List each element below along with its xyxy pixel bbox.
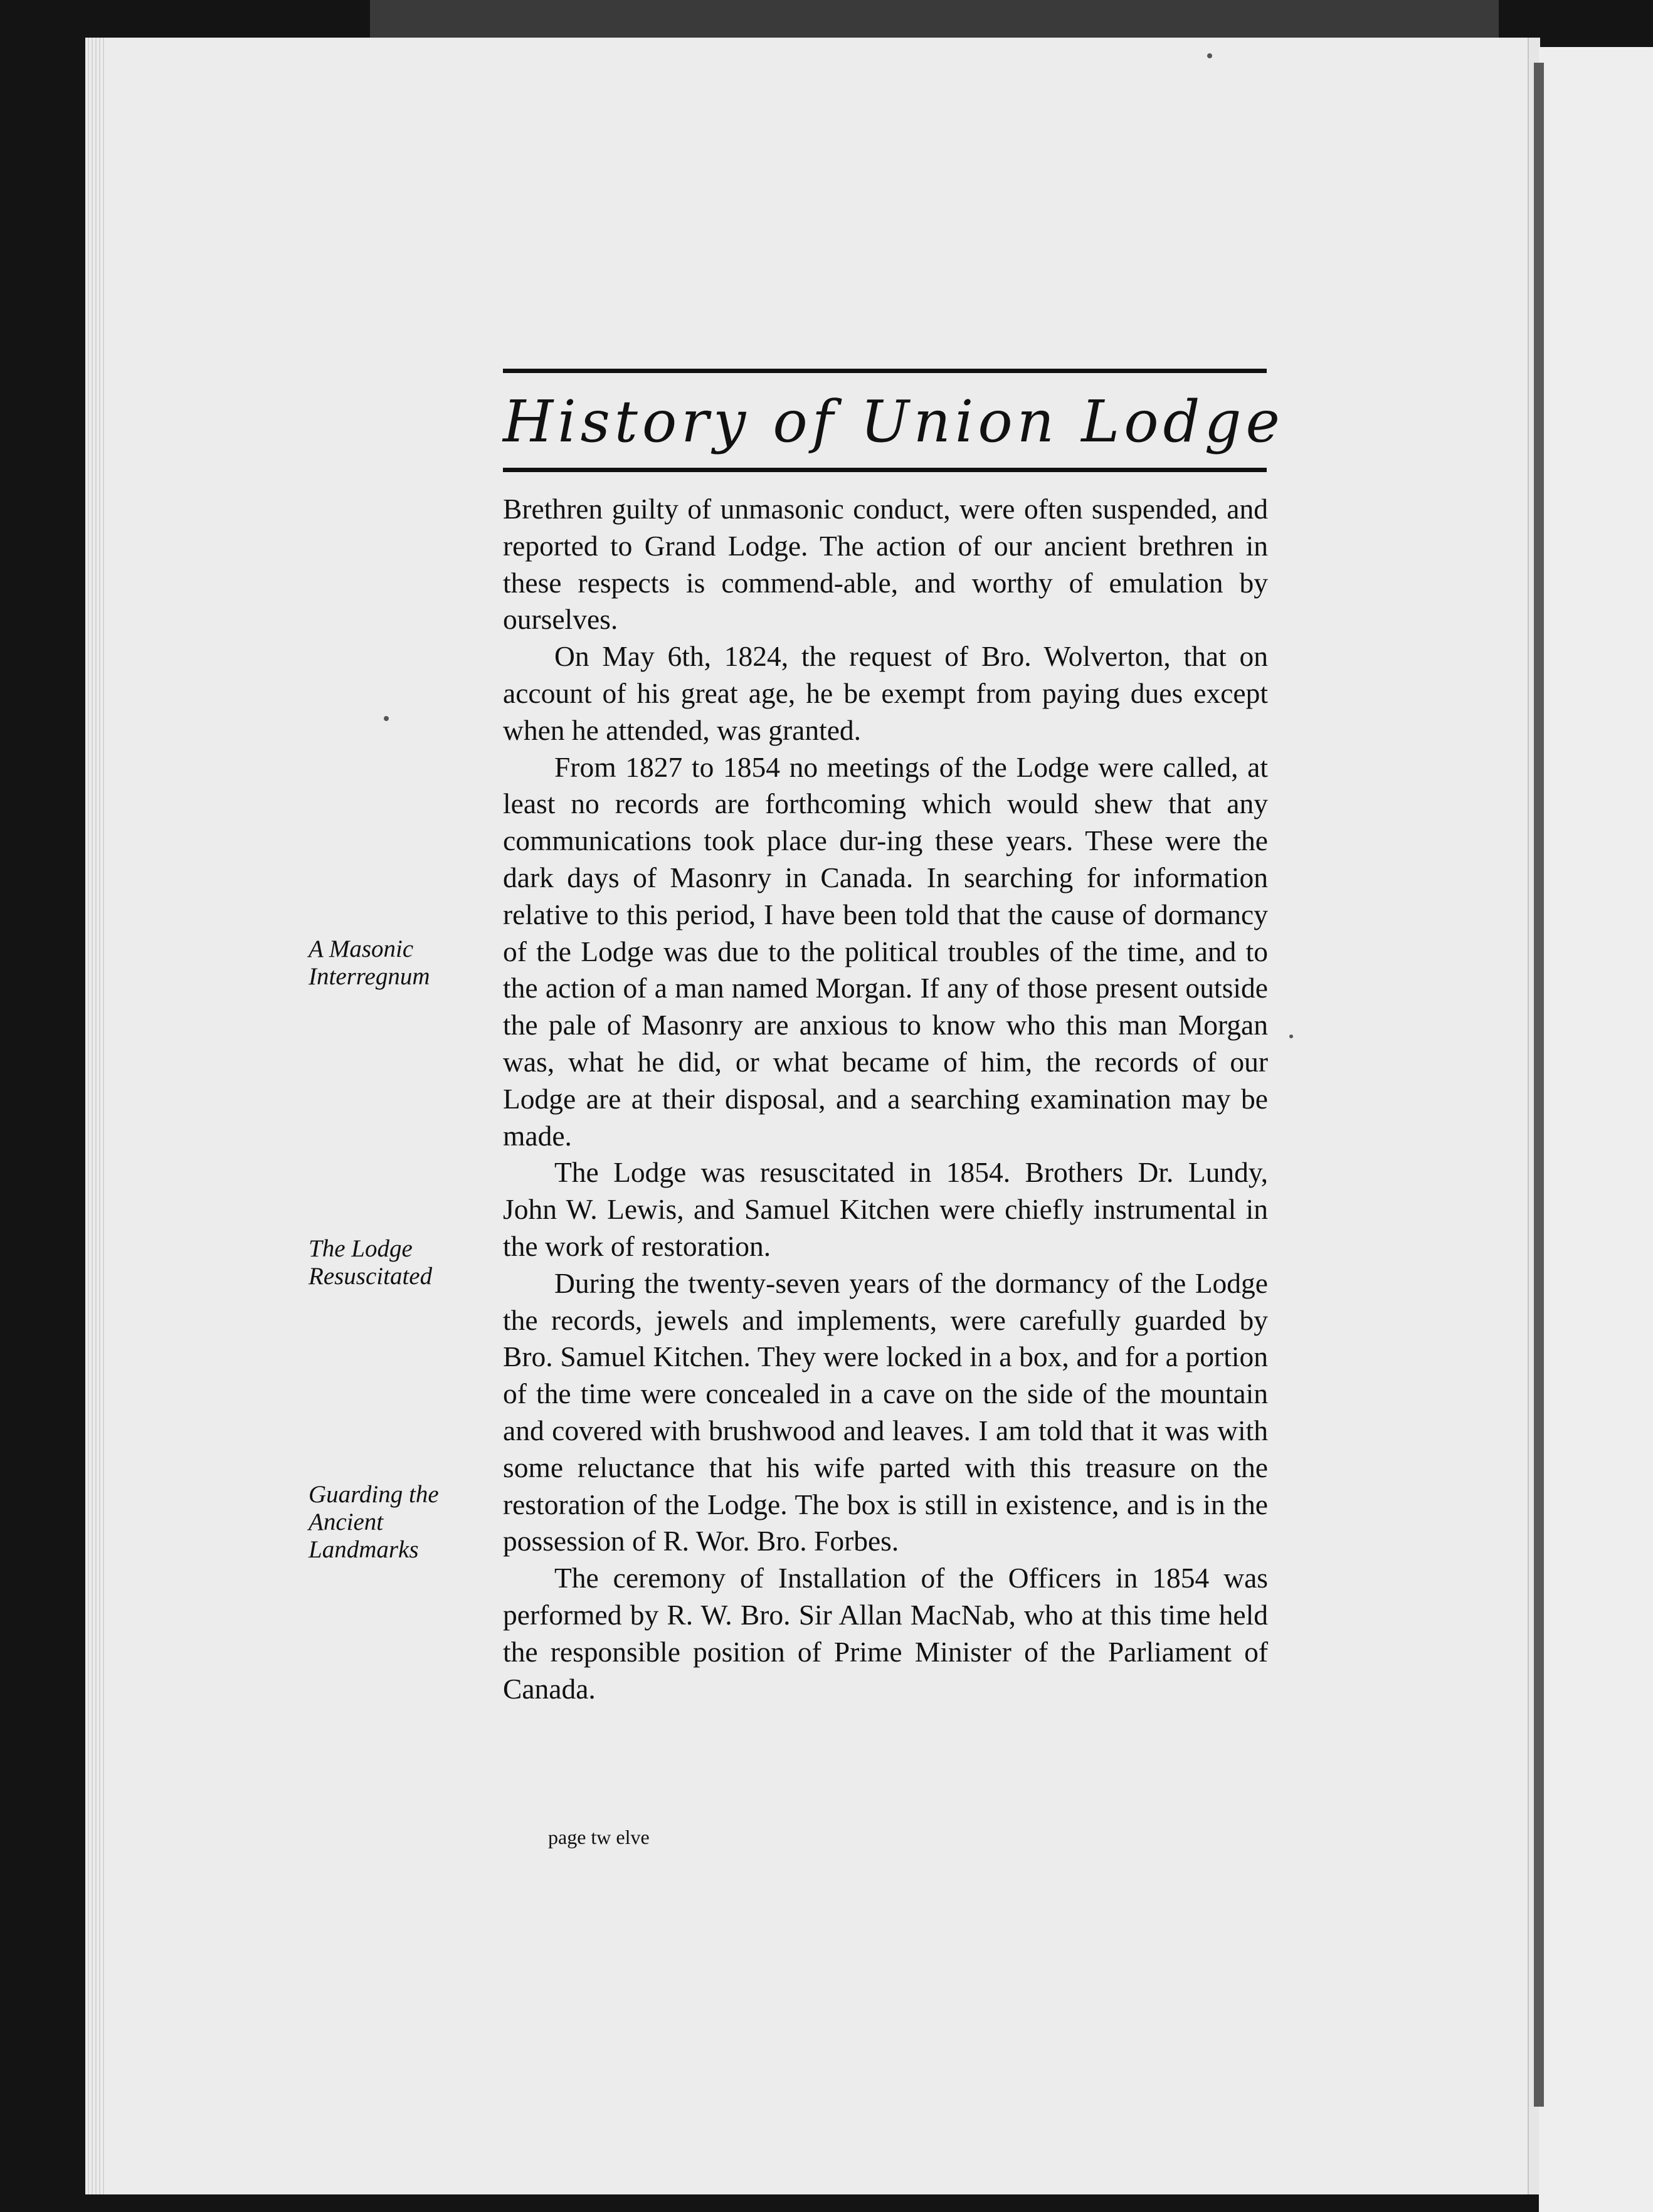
title-rule-top xyxy=(503,369,1267,373)
margin-note-line: Resuscitated xyxy=(309,1263,433,1290)
body-text xyxy=(503,491,1268,1707)
paragraph: Brethren guilty of unmasonic conduct, were often suspended, and reported to Grand Lodge. The action of our ancient brethren in these respects is commend-able, and worthy of emulation by ourselves. xyxy=(503,493,1268,636)
margin-note xyxy=(309,935,497,991)
page-number: page tw elve xyxy=(548,1826,650,1848)
paper-speck xyxy=(1289,1035,1293,1038)
paper-speck xyxy=(384,716,389,721)
margin-note xyxy=(309,1481,497,1564)
paragraph: The ceremony of Installation of the Officers in 1854 was performed by R. W. Bro. Sir Allan MacNab, who at this time held the responsible position of Prime Minister of the Parliament of Canada. xyxy=(503,1562,1268,1705)
margin-note-line: A Masonic xyxy=(309,935,414,962)
title-rule-bottom xyxy=(503,468,1267,472)
paper-speck xyxy=(1207,53,1212,58)
paragraph: On May 6th, 1824, the request of Bro. Wolverton, that on account of his great age, he be exempt from paying dues except when he attended, was granted. xyxy=(503,640,1268,746)
scan-top-strip xyxy=(370,0,1499,39)
margin-note xyxy=(309,1235,497,1290)
margin-note-line: Interregnum xyxy=(309,963,430,990)
paragraph: During the twenty-seven years of the dormancy of the Lodge the records, jewels and implements, were carefully guarded by Bro. Samuel Kitchen. They were locked in a box, and for a portion of the time were concealed in a cave on the side of the mountain and covered with brushwood and leaves. I am told that it was with some reluctance that his wife parted with this treasure on the restoration of the Lodge. The box is still in existence, and is in the possession of R. Wor. Bro. Forbes. xyxy=(503,1267,1268,1557)
margin-note-line: The Lodge xyxy=(309,1235,413,1262)
margin-note-line: Ancient xyxy=(309,1509,384,1535)
paragraph: From 1827 to 1854 no meetings of the Lodge were called, at least no records are forthcoming which would shew that any communications took place dur-ing these years. These were the dark days of Masonry in Canada. In searching for information relative to this period, I have been told that the cause of dormancy of the Lodge was due to the political troubles of the time, and to the action of a man named Morgan. If any of those present outside the pale of Masonry are anxious to know who this man Morgan was, what he did, or what became of him, the records of our Lodge are at their disposal, and a searching examination may be made. xyxy=(503,750,1268,1152)
margin-note-line: Guarding the xyxy=(309,1481,439,1508)
facing-page xyxy=(1539,47,1653,2212)
margin-note-line: Landmarks xyxy=(309,1536,419,1563)
page-edges xyxy=(85,38,104,2194)
page-fore-edge xyxy=(1534,63,1544,2107)
paragraph: The Lodge was resuscitated in 1854. Brothers Dr. Lundy, John W. Lewis, and Samuel Kitchen were chiefly instrumental in the work of restoration. xyxy=(503,1156,1268,1262)
page-title: History of Union Lodge xyxy=(503,388,1284,455)
